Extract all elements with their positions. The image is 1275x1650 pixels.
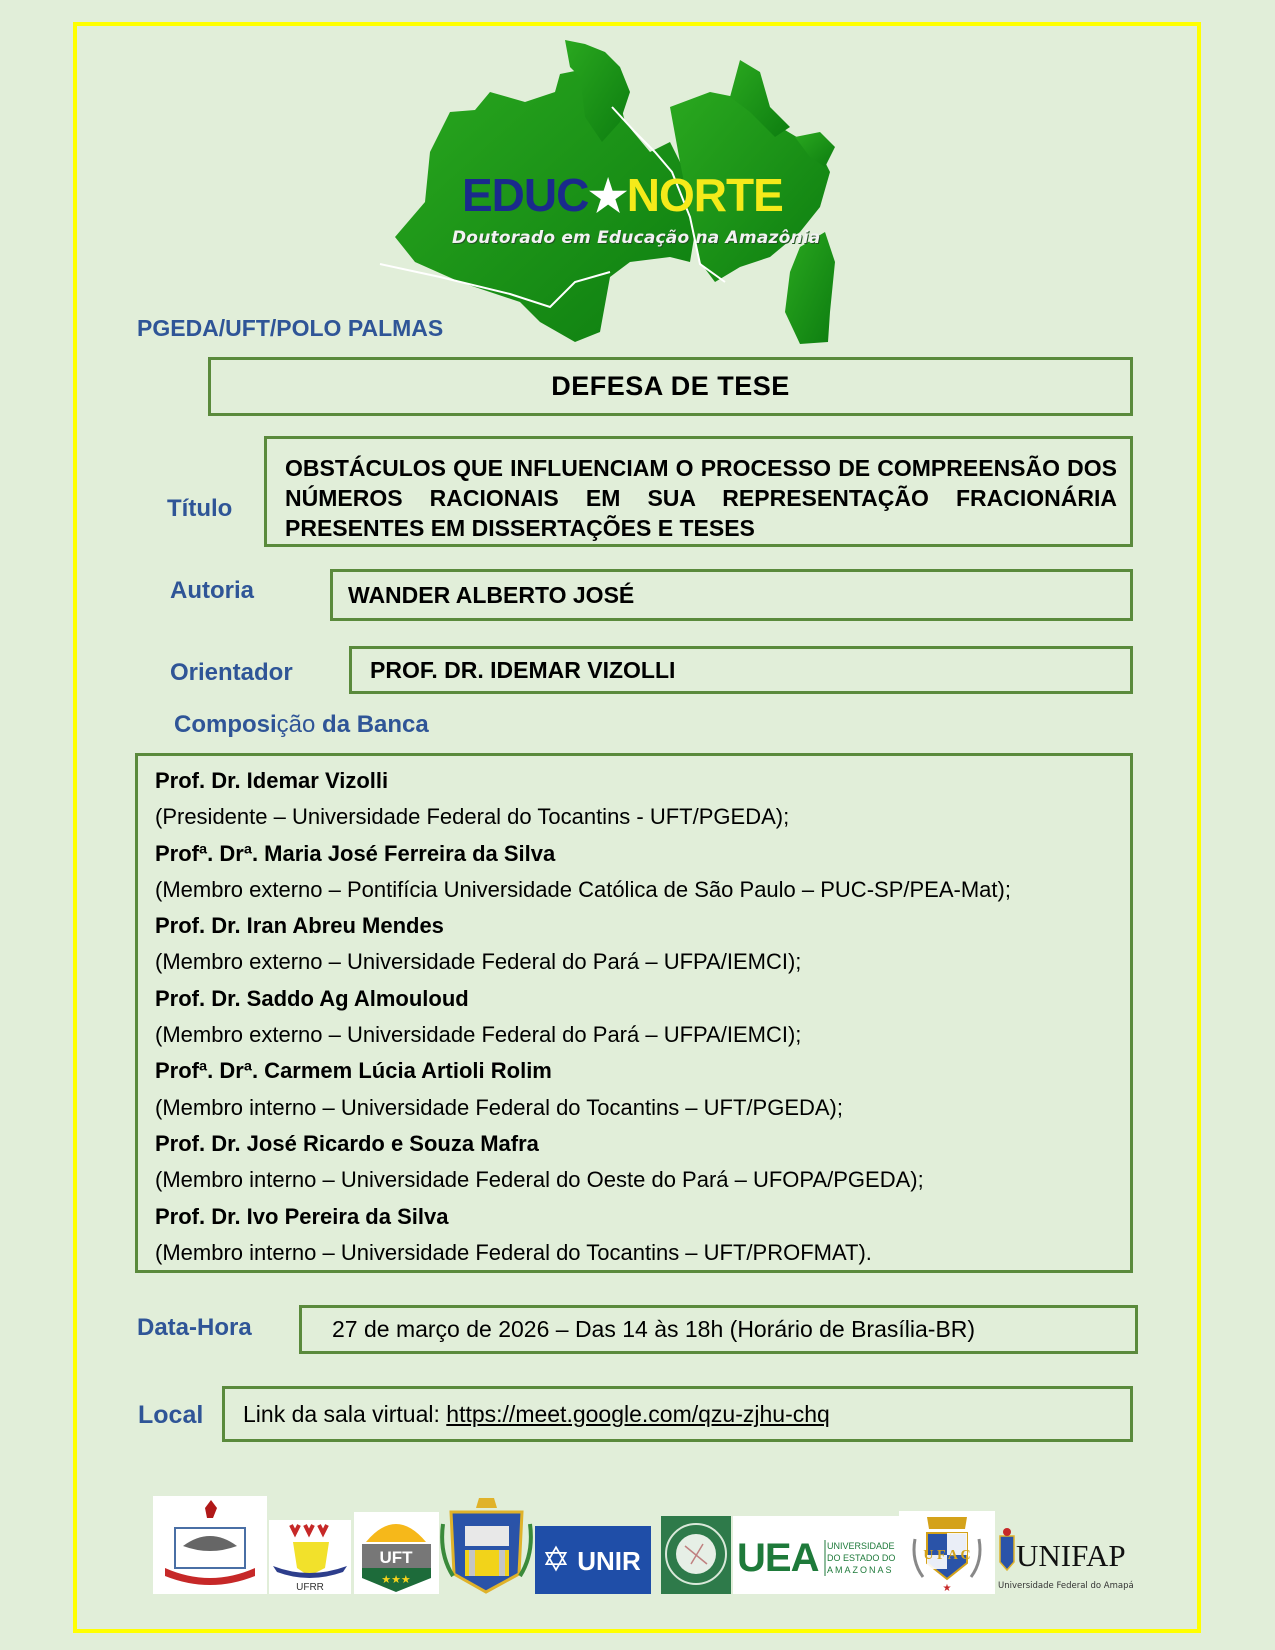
ufpa-logo (153, 1496, 267, 1594)
autoria-label: Autoria (170, 577, 254, 604)
local-label: Local (138, 1401, 204, 1429)
unir-caption: UNIR (577, 1546, 641, 1576)
banca-member-name: Prof. Dr. Saddo Ag Almouloud (155, 985, 469, 1011)
author-name: WANDER ALBERTO JOSÉ (348, 581, 635, 608)
uea-caption: UEA (737, 1536, 819, 1580)
banca-member-name: Profª. Drª. Maria José Ferreira da Silva (155, 840, 556, 866)
svg-text:★★★: ★★★ (381, 1574, 411, 1586)
svg-text:✡: ✡ (541, 1540, 571, 1580)
banca-member-name: Profª. Drª. Carmem Lúcia Artioli Rolim (155, 1058, 552, 1084)
banca-member-name: Prof. Dr. José Ricardo e Souza Mafra (155, 1130, 539, 1156)
autoria-box (330, 569, 1133, 621)
educanorte-wordmark (462, 169, 783, 221)
data-hora-box (299, 1305, 1138, 1354)
banca-member-role: (Membro externo – Pontifícia Universidade Católica de São Paulo – PUC-SP/PEA-Mat); (155, 876, 1011, 902)
banca-member-role: (Presidente – Universidade Federal do Tocantins - UFT/PGEDA); (155, 804, 790, 830)
star-icon: ★ (588, 172, 627, 221)
orientador-box (349, 646, 1133, 694)
banca-member-role: (Membro externo – Universidade Federal do Pará – UFPA/IEMCI); (155, 1022, 802, 1048)
uft-caption: UFT (379, 1548, 413, 1567)
orientador-label: Orientador (170, 659, 293, 686)
thesis-title: OBSTÁCULOS QUE INFLUENCIAM O PROCESSO DE COMPREENSÃO DOS NÚMEROS RACIONAIS EM SUA REPRESENTAÇÃO FRACIONÁRIA PRESENTES EM DISSERTAÇÕES E TESES (285, 455, 1117, 541)
banca-member-role: (Membro externo – Universidade Federal do Pará – UFPA/IEMCI); (155, 949, 802, 975)
ufac-logo (899, 1511, 995, 1594)
banca-member-name: Prof. Dr. Ivo Pereira da Silva (155, 1203, 449, 1229)
banca-list (155, 763, 1130, 1271)
wordmark-educ: EDUC (462, 169, 589, 221)
banca-member-name: Prof. Dr. Idemar Vizolli (155, 768, 389, 793)
svg-text:★: ★ (942, 1583, 952, 1594)
program-label: PGEDA/UFT/POLO PALMAS (137, 315, 444, 341)
meeting-link[interactable]: https://meet.google.com/qzu-zjhu-chq (446, 1400, 830, 1427)
titulo-label: Título (167, 495, 233, 522)
wordmark-norte: NORTE (626, 169, 783, 221)
ufopa-logo (439, 1494, 534, 1594)
advisor-name: PROF. DR. IDEMAR VIZOLLI (370, 656, 676, 683)
unir-logo (535, 1526, 651, 1594)
ifam-logo (661, 1516, 731, 1594)
event-type: DEFESA DE TESE (551, 371, 790, 401)
unifap-logo (996, 1526, 1134, 1594)
banca-member-role: (Membro interno – Universidade Federal do Tocantins – UFT/PROFMAT). (155, 1239, 872, 1265)
local-prefix: Link da sala virtual: (243, 1400, 440, 1427)
banca-label (174, 711, 429, 739)
data-hora-label: Data-Hora (137, 1314, 252, 1341)
banca-label-part: da Banca (315, 711, 429, 738)
svg-text:AMAZONAS: AMAZONAS (827, 1565, 894, 1575)
banca-member-role: (Membro interno – Universidade Federal do Oeste do Pará – UFOPA/PGEDA); (155, 1167, 924, 1193)
unifap-caption: UNIFAP (1016, 1538, 1126, 1573)
ufac-caption: U F A C (923, 1548, 971, 1563)
logo-subtitle: Doutorado em Educação na Amazônia (452, 228, 821, 248)
ufrr-logo (269, 1520, 351, 1594)
uft-logo (354, 1512, 439, 1594)
unifap-subcaption: Universidade Federal do Amapá (998, 1581, 1134, 1591)
svg-text:UNIVERSIDADE: UNIVERSIDADE (827, 1541, 895, 1551)
banca-label-part: Composi (174, 711, 277, 738)
date-time: 27 de março de 2026 – Das 14 às 18h (Horário de Brasília-BR) (332, 1316, 976, 1342)
banca-member-name: Prof. Dr. Iran Abreu Mendes (155, 913, 444, 939)
ufrr-caption: UFRR (296, 1582, 324, 1593)
event-type-box (208, 357, 1133, 416)
local-box (222, 1386, 1133, 1442)
titulo-box (264, 436, 1133, 547)
banca-label-part: ção (276, 711, 316, 738)
svg-text:DO ESTADO DO: DO ESTADO DO (827, 1553, 896, 1563)
banca-member-role: (Membro interno – Universidade Federal do Tocantins – UFT/PGEDA); (155, 1094, 843, 1120)
uea-logo (733, 1516, 899, 1594)
banca-box (135, 753, 1133, 1273)
